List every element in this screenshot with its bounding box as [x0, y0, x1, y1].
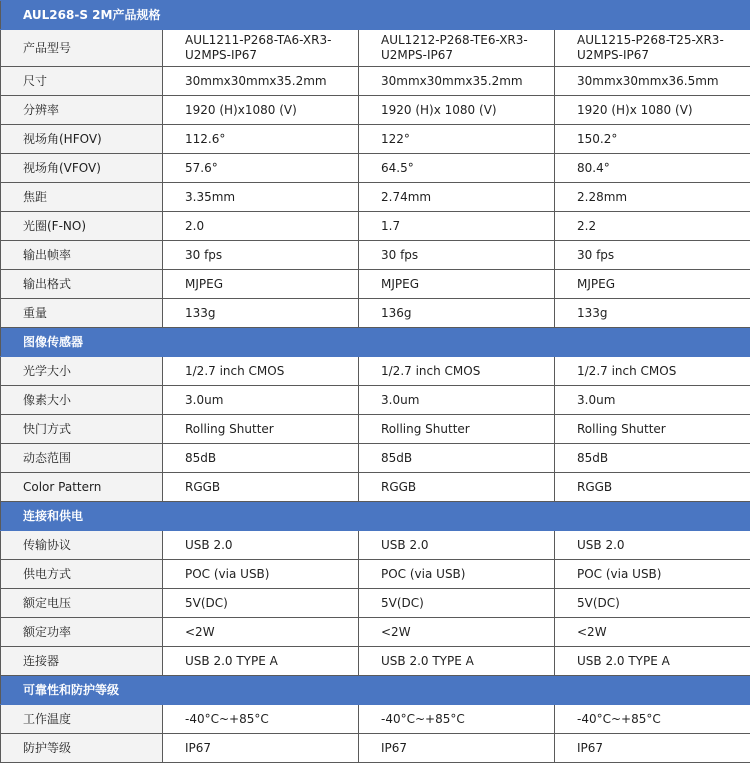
value-cell: 80.4° [555, 154, 750, 183]
spec-table-body [1, 1, 750, 763]
value-cell: 5V(DC) [163, 589, 359, 618]
value-cell: 85dB [163, 444, 359, 473]
value-cell: 5V(DC) [359, 589, 555, 618]
row-label: 尺寸 [1, 67, 163, 96]
value-cell: 3.0um [359, 386, 555, 415]
value-cell: 133g [163, 299, 359, 328]
value-cell: <2W [359, 618, 555, 647]
value-cell: 1920 (H)x 1080 (V) [359, 96, 555, 125]
value-cell: MJPEG [555, 270, 750, 299]
value-cell: 3.35mm [163, 183, 359, 212]
value-cell: 30 fps [555, 241, 750, 270]
value-cell: Rolling Shutter [163, 415, 359, 444]
value-cell: 1/2.7 inch CMOS [163, 357, 359, 386]
value-cell: IP67 [555, 734, 750, 763]
row-label: Color Pattern [1, 473, 163, 502]
value-cell: 30 fps [359, 241, 555, 270]
row-label: 连接器 [1, 647, 163, 676]
value-cell: POC (via USB) [359, 560, 555, 589]
value-cell: -40°C~+85°C [163, 705, 359, 734]
value-cell: 1920 (H)x1080 (V) [163, 96, 359, 125]
row-label: 像素大小 [1, 386, 163, 415]
table-row [1, 212, 750, 241]
table-row [1, 415, 750, 444]
row-label: 传输协议 [1, 531, 163, 560]
value-cell: RGGB [359, 473, 555, 502]
value-cell: POC (via USB) [555, 560, 750, 589]
value-cell: 85dB [555, 444, 750, 473]
table-row [1, 560, 750, 589]
value-cell: USB 2.0 TYPE A [555, 647, 750, 676]
value-cell: <2W [163, 618, 359, 647]
value-cell: 5V(DC) [555, 589, 750, 618]
table-row [1, 154, 750, 183]
value-cell: 3.0um [163, 386, 359, 415]
section-title: AUL268-S 2M产品规格 [1, 1, 750, 30]
row-label: 焦距 [1, 183, 163, 212]
value-cell: Rolling Shutter [359, 415, 555, 444]
row-label: 输出格式 [1, 270, 163, 299]
value-cell: 30mmx30mmx35.2mm [163, 67, 359, 96]
value-cell: MJPEG [163, 270, 359, 299]
table-row [1, 183, 750, 212]
value-cell: 136g [359, 299, 555, 328]
value-cell: 133g [555, 299, 750, 328]
value-cell: RGGB [163, 473, 359, 502]
value-cell: 85dB [359, 444, 555, 473]
value-cell: Rolling Shutter [555, 415, 750, 444]
value-cell: USB 2.0 [555, 531, 750, 560]
value-cell: 150.2° [555, 125, 750, 154]
table-row [1, 386, 750, 415]
value-cell: 30 fps [163, 241, 359, 270]
row-label: 供电方式 [1, 560, 163, 589]
value-cell: USB 2.0 TYPE A [359, 647, 555, 676]
value-cell: 1/2.7 inch CMOS [359, 357, 555, 386]
table-row [1, 531, 750, 560]
value-cell: USB 2.0 TYPE A [163, 647, 359, 676]
row-label: 防护等级 [1, 734, 163, 763]
row-label: 重量 [1, 299, 163, 328]
value-cell: 30mmx30mmx35.2mm [359, 67, 555, 96]
value-cell: 1/2.7 inch CMOS [555, 357, 750, 386]
table-row [1, 589, 750, 618]
value-cell: 2.0 [163, 212, 359, 241]
table-row [1, 734, 750, 763]
value-cell: 2.28mm [555, 183, 750, 212]
table-row [1, 444, 750, 473]
table-row [1, 299, 750, 328]
value-cell: 112.6° [163, 125, 359, 154]
value-cell: 3.0um [555, 386, 750, 415]
table-row [1, 241, 750, 270]
section-header [1, 1, 750, 30]
value-cell: <2W [555, 618, 750, 647]
table-row [1, 473, 750, 502]
value-cell: -40°C~+85°C [359, 705, 555, 734]
value-cell: IP67 [163, 734, 359, 763]
model-name-cell: AUL1215-P268-T25-XR3-U2MPS-IP67 [555, 30, 750, 67]
table-row [1, 96, 750, 125]
section-header [1, 502, 750, 531]
row-label: 快门方式 [1, 415, 163, 444]
section-header [1, 328, 750, 357]
row-label: 视场角(VFOV) [1, 154, 163, 183]
row-label: 视场角(HFOV) [1, 125, 163, 154]
value-cell: 2.2 [555, 212, 750, 241]
value-cell: IP67 [359, 734, 555, 763]
row-label: 产品型号 [1, 30, 163, 67]
value-cell: 122° [359, 125, 555, 154]
section-title: 可靠性和防护等级 [1, 676, 750, 705]
section-title: 连接和供电 [1, 502, 750, 531]
value-cell: MJPEG [359, 270, 555, 299]
row-label: 工作温度 [1, 705, 163, 734]
table-row [1, 357, 750, 386]
value-cell: 1920 (H)x 1080 (V) [555, 96, 750, 125]
table-row [1, 125, 750, 154]
table-row [1, 647, 750, 676]
row-label: 额定功率 [1, 618, 163, 647]
section-header [1, 676, 750, 705]
model-row [1, 30, 750, 67]
value-cell: 1.7 [359, 212, 555, 241]
row-label: 光圈(F-NO) [1, 212, 163, 241]
row-label: 输出帧率 [1, 241, 163, 270]
value-cell: POC (via USB) [163, 560, 359, 589]
section-title: 图像传感器 [1, 328, 750, 357]
table-row [1, 270, 750, 299]
row-label: 动态范围 [1, 444, 163, 473]
row-label: 光学大小 [1, 357, 163, 386]
value-cell: USB 2.0 [359, 531, 555, 560]
table-row [1, 67, 750, 96]
model-name-cell: AUL1212-P268-TE6-XR3-U2MPS-IP67 [359, 30, 555, 67]
row-label: 额定电压 [1, 589, 163, 618]
model-name-cell: AUL1211-P268-TA6-XR3-U2MPS-IP67 [163, 30, 359, 67]
value-cell: 57.6° [163, 154, 359, 183]
value-cell: 30mmx30mmx36.5mm [555, 67, 750, 96]
value-cell: -40°C~+85°C [555, 705, 750, 734]
table-row [1, 618, 750, 647]
row-label: 分辨率 [1, 96, 163, 125]
value-cell: 2.74mm [359, 183, 555, 212]
table-row [1, 705, 750, 734]
value-cell: USB 2.0 [163, 531, 359, 560]
value-cell: 64.5° [359, 154, 555, 183]
value-cell: RGGB [555, 473, 750, 502]
